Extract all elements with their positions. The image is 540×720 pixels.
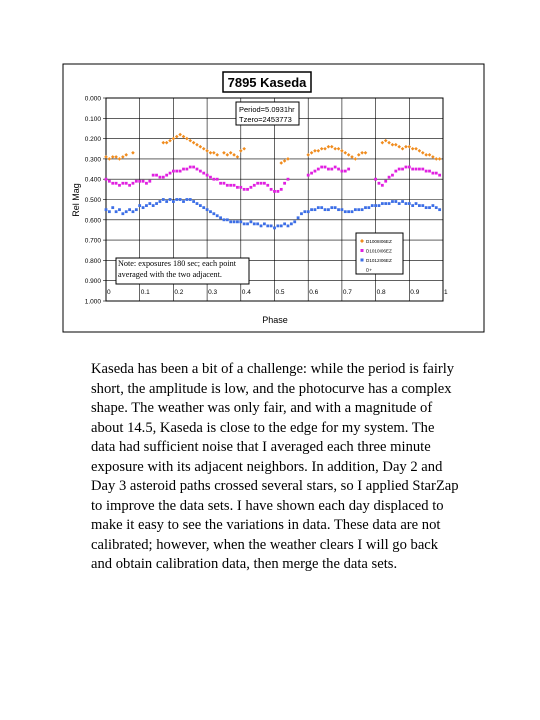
data-point xyxy=(132,182,135,185)
data-point xyxy=(337,168,340,171)
data-point xyxy=(351,210,354,213)
data-point xyxy=(162,198,165,201)
data-point xyxy=(300,212,303,215)
data-point xyxy=(388,202,391,205)
data-point xyxy=(384,202,387,205)
data-point xyxy=(189,166,192,169)
data-point xyxy=(266,184,269,187)
data-point xyxy=(233,184,236,187)
data-point xyxy=(263,222,266,225)
data-point xyxy=(260,182,263,185)
chart-figure xyxy=(0,0,540,340)
data-point xyxy=(276,190,279,193)
data-point xyxy=(344,170,347,173)
data-point xyxy=(438,174,441,177)
data-point xyxy=(287,224,290,227)
data-point xyxy=(155,202,158,205)
data-point xyxy=(314,170,317,173)
data-point xyxy=(175,170,178,173)
y-tick-label: 0.600 xyxy=(84,217,101,225)
data-point xyxy=(169,172,172,175)
data-point xyxy=(280,188,283,191)
data-point xyxy=(401,200,404,203)
data-point xyxy=(317,168,320,171)
data-point xyxy=(357,208,360,211)
y-tick-label: 0.900 xyxy=(84,278,101,286)
data-point xyxy=(431,172,434,175)
x-tick-label: 0 xyxy=(107,289,111,296)
data-point xyxy=(330,168,333,171)
data-point xyxy=(334,166,337,169)
data-point xyxy=(128,184,131,187)
data-point xyxy=(243,188,246,191)
data-point xyxy=(175,198,178,201)
data-point xyxy=(280,224,283,227)
data-point xyxy=(132,210,135,213)
period-label: Period=5.0931hr xyxy=(239,105,295,114)
data-point xyxy=(425,170,428,173)
data-point xyxy=(250,220,253,223)
y-tick-label: 1.000 xyxy=(84,298,101,306)
data-point xyxy=(118,208,121,211)
data-point xyxy=(266,224,269,227)
data-point xyxy=(199,170,202,173)
data-point xyxy=(172,170,175,173)
data-point xyxy=(364,206,367,209)
data-point xyxy=(287,178,290,181)
data-point xyxy=(145,204,148,207)
legend-label: D1010I06EZ xyxy=(366,248,392,254)
x-tick-label: 0.7 xyxy=(342,289,352,296)
data-point xyxy=(273,190,276,193)
data-point xyxy=(418,204,421,207)
x-tick-label: 1 xyxy=(444,289,448,296)
data-point xyxy=(378,182,381,185)
y-tick-label: 0.700 xyxy=(84,237,101,245)
data-point xyxy=(196,168,199,171)
data-point xyxy=(293,220,296,223)
data-point xyxy=(111,182,114,185)
data-point xyxy=(381,202,384,205)
chart-svg xyxy=(0,0,540,340)
data-point xyxy=(108,210,111,213)
data-point xyxy=(182,168,185,171)
data-point xyxy=(125,182,128,185)
data-point xyxy=(115,182,118,185)
data-point xyxy=(411,168,414,171)
data-point xyxy=(398,168,401,171)
data-point xyxy=(246,222,249,225)
data-point xyxy=(196,202,199,205)
data-point xyxy=(324,208,327,211)
note-wrapper xyxy=(118,258,249,284)
data-point xyxy=(202,206,205,209)
data-point xyxy=(256,222,259,225)
y-tick-label: 0.100 xyxy=(84,115,101,123)
data-point xyxy=(105,208,108,211)
data-point xyxy=(320,166,323,169)
data-point xyxy=(105,178,108,181)
data-point xyxy=(179,170,182,173)
data-point xyxy=(276,224,279,227)
y-axis-label: Rel Mag xyxy=(71,183,81,217)
data-point xyxy=(229,220,232,223)
x-tick-label: 0.5 xyxy=(275,289,285,296)
data-point xyxy=(223,218,226,221)
data-point xyxy=(421,204,424,207)
legend-marker xyxy=(361,249,364,252)
data-point xyxy=(142,180,145,183)
data-point xyxy=(435,206,438,209)
chart-title: 7895 Kaseda xyxy=(227,75,307,90)
data-point xyxy=(236,220,239,223)
legend-label: D1012I06EZ xyxy=(366,258,392,263)
data-point xyxy=(121,182,124,185)
data-point xyxy=(172,200,175,203)
legend-marker xyxy=(361,259,364,262)
data-point xyxy=(236,186,239,189)
data-point xyxy=(317,206,320,209)
data-point xyxy=(256,182,259,185)
data-point xyxy=(415,168,418,171)
y-tick-label: 0.500 xyxy=(84,197,101,204)
data-point xyxy=(334,206,337,209)
x-tick-label: 0.6 xyxy=(309,289,319,296)
data-point xyxy=(152,204,155,207)
x-tick-label: 0.1 xyxy=(140,289,150,296)
data-point xyxy=(344,210,347,213)
data-point xyxy=(142,206,145,209)
data-point xyxy=(438,208,441,211)
data-point xyxy=(273,227,276,230)
data-point xyxy=(219,216,222,219)
data-point xyxy=(165,200,168,203)
data-point xyxy=(270,224,273,227)
data-point xyxy=(394,200,397,203)
data-point xyxy=(341,208,344,211)
data-point xyxy=(297,216,300,219)
data-point xyxy=(243,222,246,225)
data-point xyxy=(253,184,256,187)
data-point xyxy=(415,202,418,205)
data-point xyxy=(108,180,111,183)
data-point xyxy=(401,168,404,171)
data-point xyxy=(408,166,411,169)
data-point xyxy=(152,174,155,177)
data-point xyxy=(330,206,333,209)
data-point xyxy=(411,204,414,207)
data-point xyxy=(381,184,384,187)
data-point xyxy=(169,198,172,201)
x-tick-label: 0.4 xyxy=(241,289,251,296)
data-point xyxy=(192,200,195,203)
data-point xyxy=(209,176,212,179)
legend-label: D1008I06EZ xyxy=(366,239,392,244)
data-point xyxy=(314,208,317,211)
data-point xyxy=(253,222,256,225)
data-point xyxy=(199,204,202,207)
data-point xyxy=(182,200,185,203)
note-text: Note: exposures 180 sec; each point averaged with the two adjacent. xyxy=(118,259,237,279)
data-point xyxy=(212,178,215,181)
data-point xyxy=(206,208,209,211)
x-tick-label: 0.2 xyxy=(174,289,184,296)
data-point xyxy=(121,212,124,215)
body-paragraph: Kaseda has been a bit of a challenge: while the period is fairly short, the amplitude is low, and the photocurve has a complex shape. The weather was only fair, and with a magnitude of about 14.5, Kaseda is close to the edge for my system. The data had sufficient noise that I averaged each three minute exposure with its adjacent neighbors. In addition, Day 2 and Day 3 asteroid paths crossed several stars, so I applied StarZap to improve the data sets. I have shown each day displaced to make it easy to see the variations in data. These data are not calibrated; however, when the weather clears I will go back and obtain calibration data, then merge the data sets. xyxy=(91,361,459,572)
data-point xyxy=(435,172,438,175)
data-point xyxy=(263,182,266,185)
data-point xyxy=(398,202,401,205)
data-point xyxy=(128,208,131,211)
data-point xyxy=(391,200,394,203)
data-point xyxy=(431,204,434,207)
data-point xyxy=(324,166,327,169)
data-point xyxy=(138,204,141,207)
x-tick-label: 0.9 xyxy=(410,289,420,296)
data-point xyxy=(361,208,364,211)
data-point xyxy=(165,174,168,177)
data-point xyxy=(405,166,408,169)
data-point xyxy=(202,172,205,175)
data-point xyxy=(283,222,286,225)
data-point xyxy=(125,210,128,213)
data-point xyxy=(428,170,431,173)
data-point xyxy=(374,178,377,181)
data-point xyxy=(155,174,158,177)
data-point xyxy=(394,170,397,173)
data-point xyxy=(260,224,263,227)
data-point xyxy=(391,174,394,177)
data-point xyxy=(327,208,330,211)
data-point xyxy=(347,210,350,213)
data-point xyxy=(216,214,219,217)
data-point xyxy=(226,218,229,221)
data-point xyxy=(206,174,209,177)
data-point xyxy=(189,198,192,201)
data-point xyxy=(408,202,411,205)
data-point xyxy=(374,204,377,207)
data-point xyxy=(283,182,286,185)
data-point xyxy=(337,208,340,211)
data-point xyxy=(405,202,408,205)
data-point xyxy=(135,208,138,211)
data-point xyxy=(384,180,387,183)
data-point xyxy=(229,184,232,187)
data-point xyxy=(425,206,428,209)
data-point xyxy=(307,174,310,177)
data-point xyxy=(216,178,219,181)
data-point xyxy=(185,168,188,171)
data-point xyxy=(135,180,138,183)
data-point xyxy=(310,208,313,211)
data-point xyxy=(421,168,424,171)
data-point xyxy=(115,210,118,213)
data-point xyxy=(388,176,391,179)
y-tick-label: 0.800 xyxy=(84,257,101,265)
data-point xyxy=(378,204,381,207)
data-point xyxy=(239,186,242,189)
x-axis-label: Phase xyxy=(262,315,288,325)
data-point xyxy=(145,182,148,185)
data-point xyxy=(327,168,330,171)
data-point xyxy=(307,210,310,213)
data-point xyxy=(310,172,313,175)
data-point xyxy=(347,168,350,171)
data-point xyxy=(233,220,236,223)
data-point xyxy=(148,180,151,183)
data-point xyxy=(212,212,215,215)
data-point xyxy=(418,168,421,171)
data-point xyxy=(270,188,273,191)
data-point xyxy=(371,204,374,207)
y-tick-label: 0.400 xyxy=(84,176,101,184)
data-point xyxy=(148,202,151,205)
data-point xyxy=(303,210,306,213)
data-point xyxy=(226,184,229,187)
data-point xyxy=(118,184,121,187)
data-point xyxy=(320,206,323,209)
data-point xyxy=(138,180,141,183)
data-point xyxy=(239,220,242,223)
x-tick-label: 0.8 xyxy=(376,289,386,296)
data-point xyxy=(223,182,226,185)
data-point xyxy=(341,170,344,173)
x-tick-label: 0.3 xyxy=(208,289,218,296)
legend-label: D+ xyxy=(366,267,373,273)
data-point xyxy=(246,188,249,191)
data-point xyxy=(111,206,114,209)
y-tick-label: 0.000 xyxy=(84,95,101,103)
y-tick-label: 0.200 xyxy=(84,136,101,144)
data-point xyxy=(159,176,162,179)
data-point xyxy=(428,206,431,209)
tzero-label: Tzero=2453773 xyxy=(239,115,292,124)
data-point xyxy=(367,206,370,209)
data-point xyxy=(219,182,222,185)
data-point xyxy=(192,166,195,169)
data-point xyxy=(209,210,212,213)
y-tick-label: 0.300 xyxy=(84,156,101,164)
data-point xyxy=(250,186,253,189)
data-point xyxy=(354,208,357,211)
data-point xyxy=(179,198,182,201)
data-point xyxy=(290,222,293,225)
data-point xyxy=(185,198,188,201)
data-point xyxy=(162,176,165,179)
data-point xyxy=(159,200,162,203)
